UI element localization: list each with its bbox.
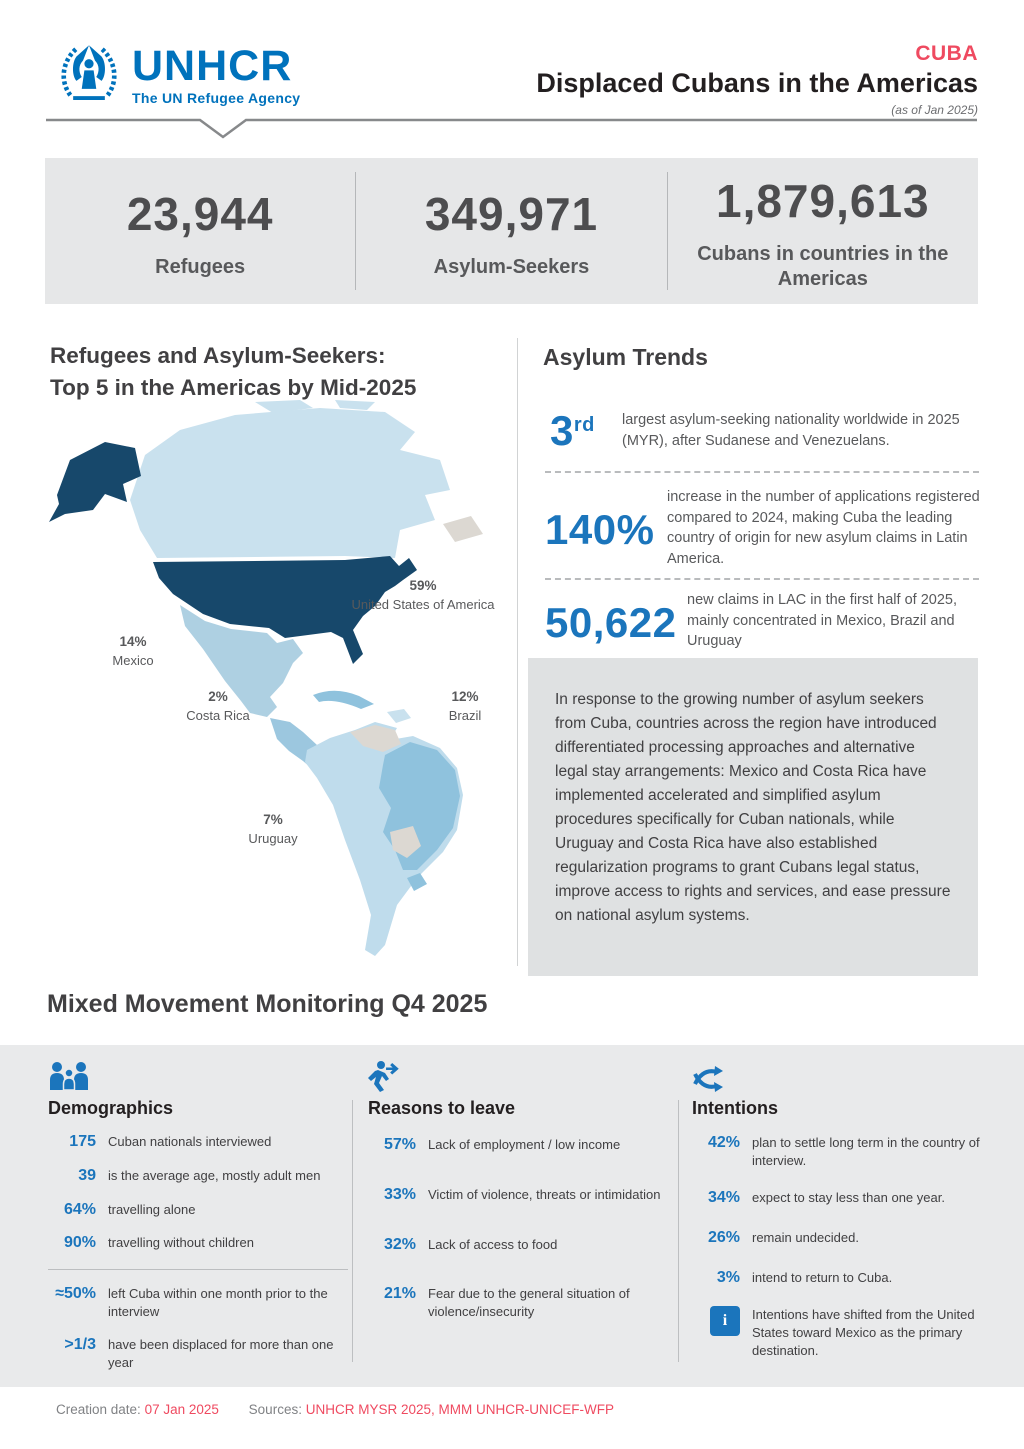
map-label-mexico: [112, 632, 153, 670]
country-label: CUBA: [915, 42, 978, 65]
mixed-movement-title: Mixed Movement Monitoring Q4 2025: [47, 990, 488, 1018]
asylum-trends-title: Asylum Trends: [543, 344, 708, 370]
creation-date-label: Creation date:: [56, 1402, 141, 1417]
reason-text: Lack of access to food: [428, 1236, 558, 1252]
trend-increase-value: 140%: [545, 506, 655, 553]
map-arctic-island: [335, 400, 375, 410]
intentions-column: [692, 1058, 992, 1359]
map-gray-area: [443, 516, 483, 542]
stat-value: 349,971: [424, 187, 599, 240]
trend-increase-text: increase in the number of applications registered compared to 2024, making Cuba the leading country of origin for new asylum claims in Latin America.: [667, 489, 980, 567]
unhcr-logo: [56, 40, 300, 111]
map-label-uruguay: [248, 810, 297, 848]
stat-value: 1,879,613: [715, 175, 930, 227]
trend-rank-value: [550, 407, 622, 454]
column-divider: [678, 1100, 679, 1362]
sources-label: Sources:: [248, 1402, 302, 1417]
trend-claims: [545, 590, 980, 652]
trend-rank-ordinal: rd: [573, 414, 595, 436]
intentions-heading: Intentions: [692, 1098, 778, 1118]
info-icon-letter: i: [722, 1312, 728, 1330]
map-label-costa-rica: [186, 687, 250, 725]
trend-rank: [550, 407, 980, 454]
demo-value: 64%: [63, 1200, 96, 1218]
stat-asylum-seekers: [356, 158, 666, 304]
map-label-name: Mexico: [112, 652, 154, 668]
page-title: Displaced Cubans in the Americas: [536, 68, 978, 98]
intentions-info-note: Intentions have shifted from the United States toward Mexico as the primary destination.: [752, 1307, 975, 1358]
reason-text: Lack of employment / low income: [428, 1137, 621, 1152]
demo-text: travelling without children: [108, 1235, 254, 1251]
regional-response-note: In response to the growing number of asylum seekers from Cuba, countries across the region have introduced differentiated processing approaches and alternative legal stay arrangements: Mexico and Costa Rica have implemented accelerated and simplified asylum procedures specifically for Cuban nationals, while Uruguay and Costa Rica have also established regularization programs to grant Cubans legal status, improve access to rights and services, and ease pressure on national asylum systems.: [528, 658, 978, 976]
americas-map-svg: [45, 400, 515, 960]
intent-value: 26%: [707, 1228, 740, 1246]
map-label-name: Uruguay: [248, 830, 298, 846]
section-divider: [517, 338, 518, 966]
demo-text: is the average age, mostly adult men: [108, 1167, 321, 1183]
map-label-pct: 12%: [451, 689, 479, 704]
info-icon: [710, 1306, 740, 1336]
trend-claims-value: 50,622: [545, 599, 677, 646]
people-group-icon: [48, 1058, 348, 1092]
intent-text: plan to settle long term in the country of interview.: [752, 1135, 980, 1168]
intent-value: 42%: [707, 1134, 740, 1151]
column-divider: [352, 1100, 353, 1362]
demographics-column: [48, 1058, 348, 1371]
map-cuba: [313, 691, 374, 709]
demo-value: ≈50%: [55, 1285, 96, 1303]
demo-value: >1/3: [64, 1336, 96, 1354]
intent-value: 34%: [707, 1189, 740, 1207]
key-stats-box: [45, 158, 978, 304]
intent-text: expect to stay less than one year.: [752, 1190, 945, 1206]
map-label-name: Costa Rica: [186, 707, 250, 723]
reasons-heading: Reasons to leave: [368, 1098, 516, 1118]
reason-value: 33%: [383, 1185, 416, 1203]
demo-text: Cuban nationals interviewed: [108, 1134, 272, 1149]
reason-value: 57%: [383, 1136, 416, 1153]
stat-refugees: [45, 158, 355, 304]
map-section-title: [50, 340, 416, 403]
map-label-pct: 14%: [119, 634, 147, 649]
stat-value: 23,944: [126, 187, 274, 240]
demographics-heading: Demographics: [48, 1098, 174, 1118]
unhcr-emblem-icon: [56, 40, 122, 111]
map-label-name: Brazil: [448, 707, 482, 723]
demo-text: have been displaced for more than one year: [108, 1337, 334, 1370]
reason-text: Fear due to the general situation of violence/insecurity: [428, 1286, 630, 1319]
shifting-arrows-icon: [692, 1058, 992, 1092]
demographics-divider: [48, 1269, 348, 1270]
unhcr-tagline: The UN Refugee Agency: [132, 90, 301, 106]
person-leaving-icon: [368, 1058, 668, 1092]
map-section-title-line1: Refugees and Asylum-Seekers:: [50, 343, 386, 368]
trend-rank-number: 3: [550, 407, 574, 454]
dashed-divider: [545, 578, 979, 580]
intent-value: 3%: [716, 1268, 740, 1286]
demo-value: 175: [69, 1133, 96, 1150]
demo-value: 90%: [63, 1234, 96, 1252]
trend-increase: [545, 487, 980, 569]
dashed-divider: [545, 471, 979, 473]
map-label-pct: 2%: [208, 689, 228, 704]
map-section-title-line2: Top 5 in the Americas by Mid-2025: [50, 374, 417, 400]
reason-value: 21%: [383, 1285, 416, 1303]
americas-map: [45, 400, 515, 960]
intent-text: intend to return to Cuba.: [752, 1269, 893, 1285]
as-of-date: (as of Jan 2025): [891, 103, 978, 117]
trend-claims-text: new claims in LAC in the first half of 2025, mainly concentrated in Mexico, Brazil and Uruguay: [687, 592, 957, 650]
demo-text: left Cuba within one month prior to the interview: [108, 1286, 328, 1319]
demo-text: travelling alone: [108, 1201, 196, 1217]
creation-date-value: 07 Jan 2025: [144, 1402, 219, 1417]
intent-text: remain undecided.: [752, 1229, 859, 1245]
stat-cubans-in-americas: [668, 158, 978, 304]
trend-rank-text: largest asylum-seeking nationality worldwide in 2025 (MYR), after Sudanese and Venezuelans.: [622, 412, 960, 449]
reasons-column: [368, 1058, 668, 1320]
header-divider: [45, 118, 978, 145]
sources-link[interactable]: UNHCR MYSR 2025, MMM UNHCR-UNICEF-WFP: [305, 1402, 614, 1417]
demo-value: 39: [78, 1166, 96, 1184]
map-label-usa: [351, 576, 494, 614]
unhcr-wordmark: UNHCR: [132, 42, 293, 90]
map-label-name: United States of America: [351, 596, 495, 612]
stat-label: Cubans in countries in the Americas: [697, 243, 949, 290]
map-canada: [130, 408, 450, 558]
reason-text: Victim of violence, threats or intimidation: [428, 1186, 661, 1202]
map-label-pct: 59%: [409, 578, 437, 593]
footer: [56, 1402, 614, 1417]
map-label-brazil: [449, 687, 482, 725]
reason-value: 32%: [383, 1235, 416, 1253]
map-alaska: [49, 442, 141, 522]
map-hispaniola: [387, 709, 411, 723]
map-label-pct: 7%: [263, 812, 283, 827]
stat-label: Asylum-Seekers: [433, 255, 590, 278]
stat-label: Refugees: [155, 255, 246, 278]
